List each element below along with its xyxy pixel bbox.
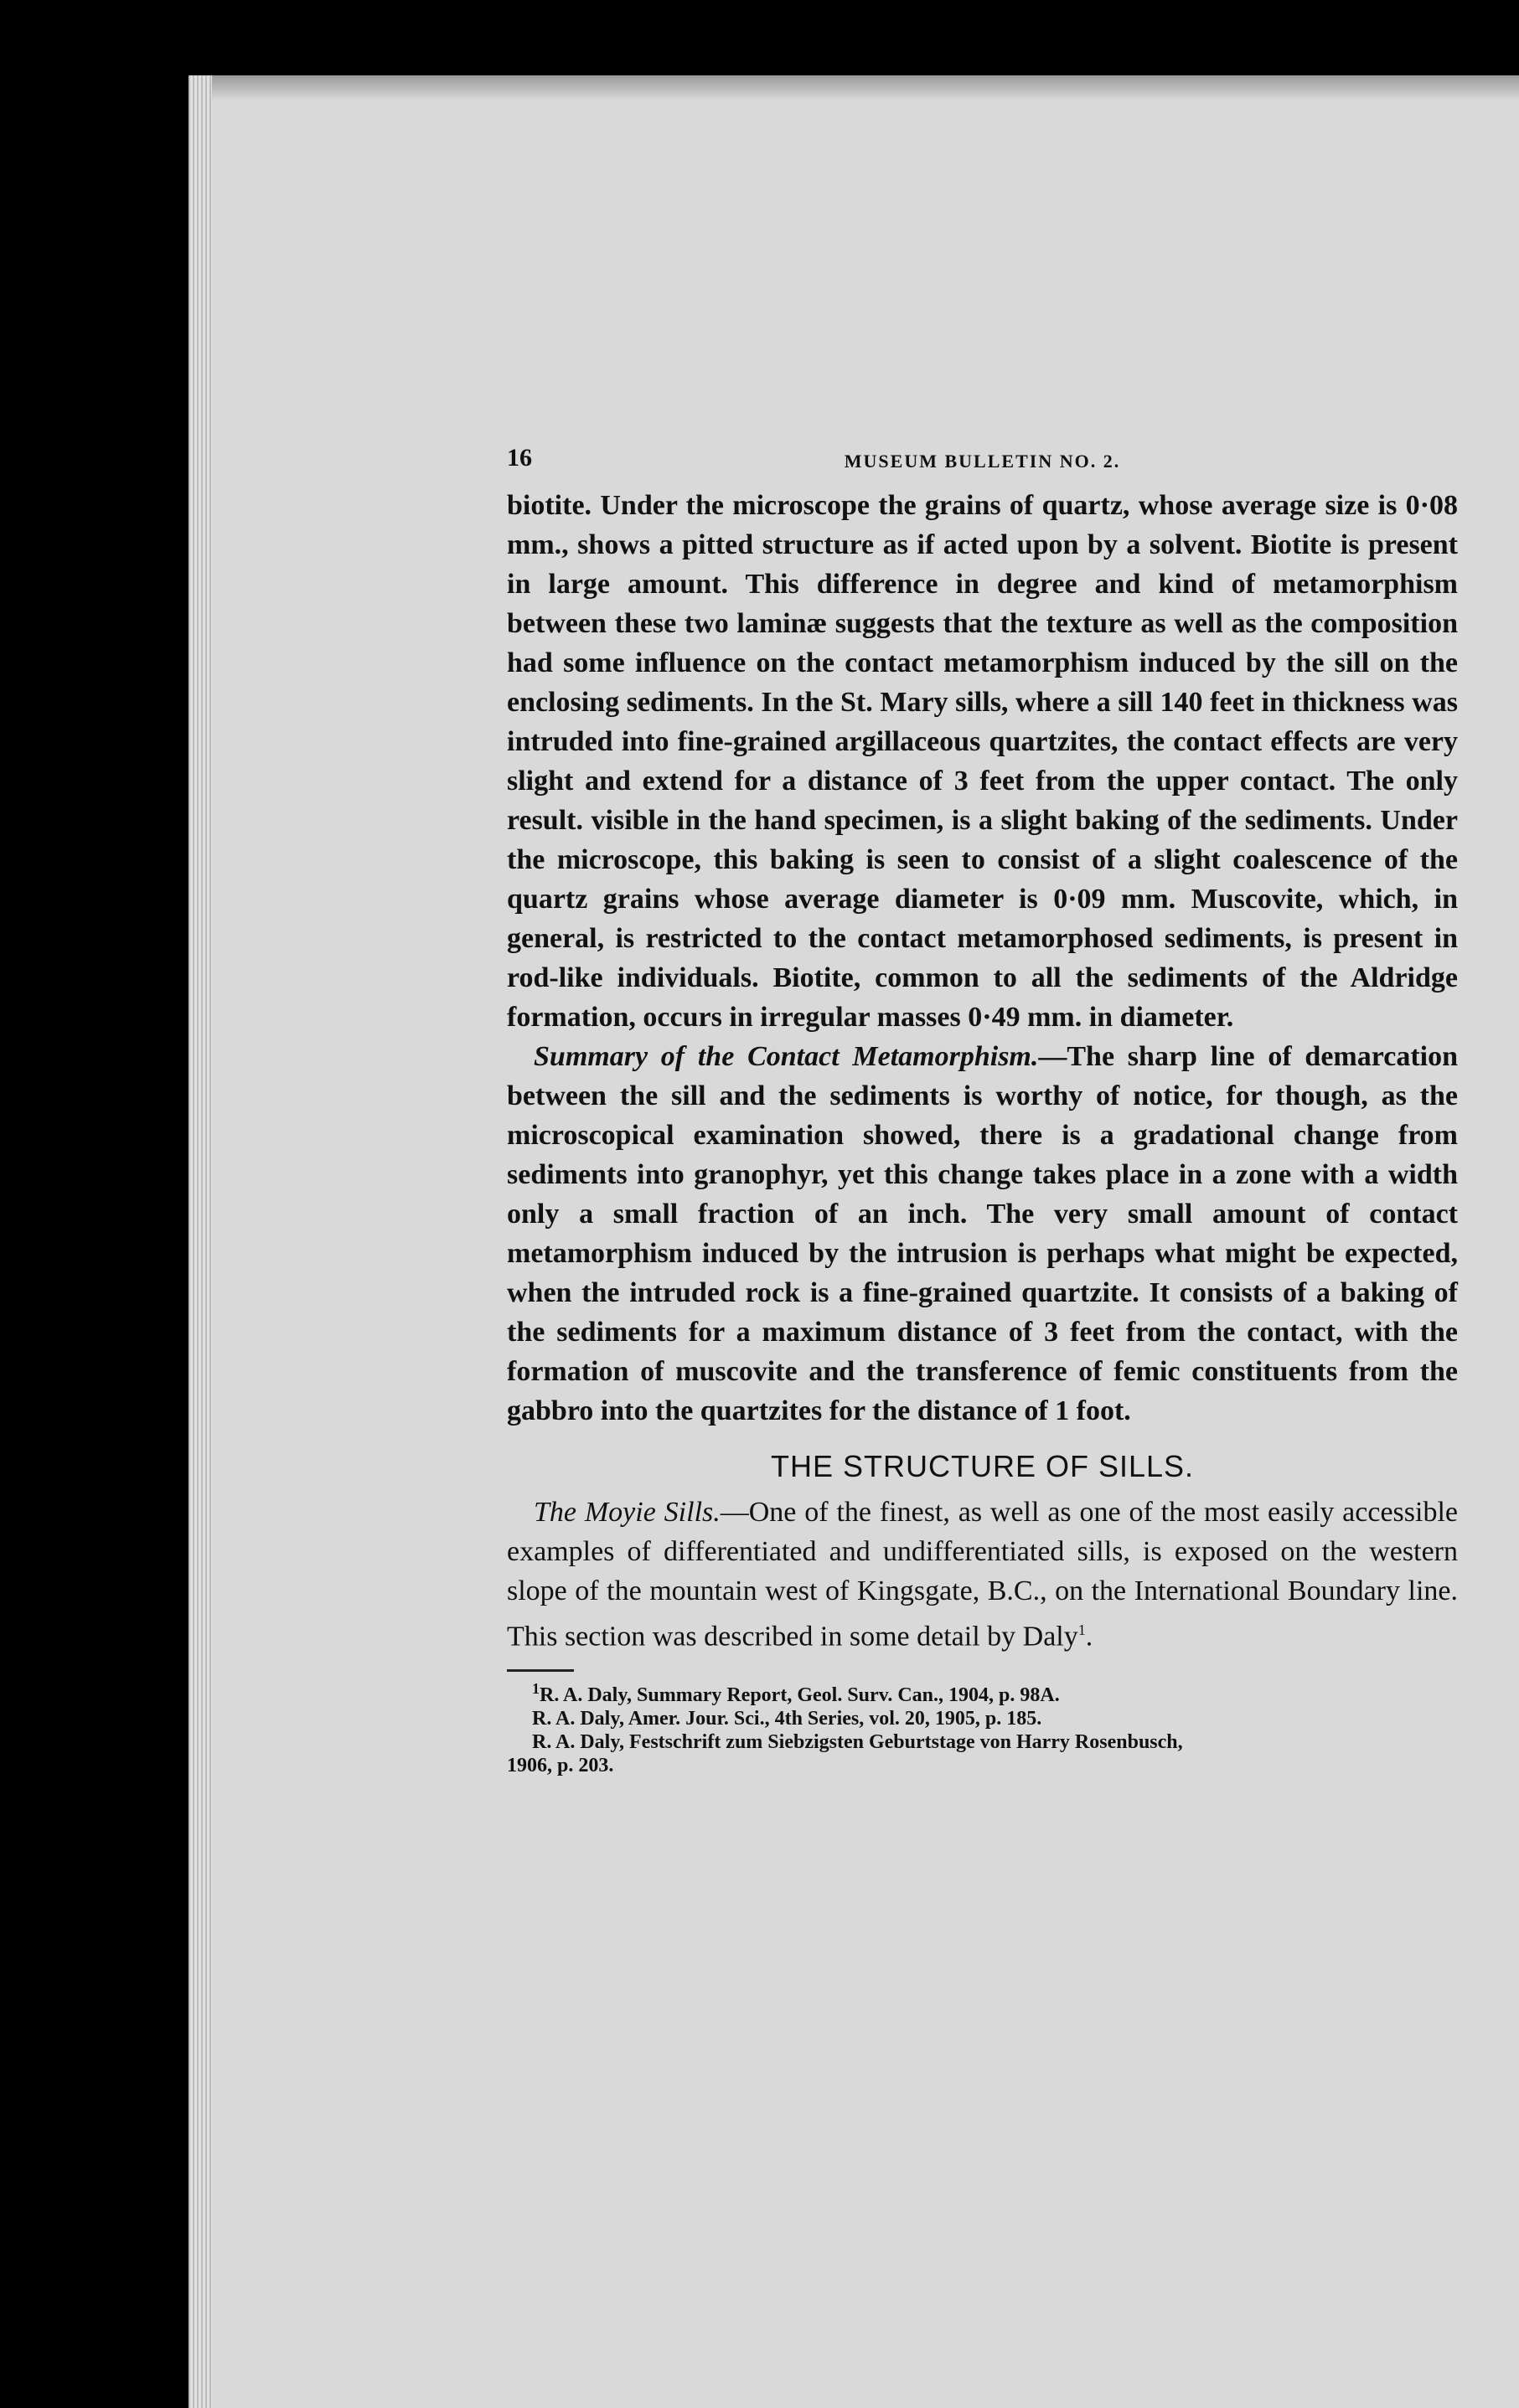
paragraph-3 xyxy=(507,1493,1458,1656)
paragraph-2-text: —The sharp line of demarcation between the sill and the sediments is worthy of notice, for though, as the microscopical examination showed, there is a gradational change from sediments into granophyr, yet this change takes place in a zone with a width only a small fraction of an inch. The very small amount of contact metamorphism induced by the intrusion is perhaps what might be expected, when the intruded rock is a fine-grained quartzite. It consists of a baking of the sediments for a maximum distance of 3 feet from the contact, with the formation of muscovite and the transference of femic constituents from the gabbro into the quartzites for the distance of 1 foot. xyxy=(507,1041,1458,1426)
page-number: 16 xyxy=(507,444,532,472)
footnote-1-mark: 1 xyxy=(532,1680,540,1698)
paragraph-2 xyxy=(507,1037,1458,1431)
page-content xyxy=(507,444,1458,1777)
page-stack-edge xyxy=(189,75,212,2408)
paragraph-1: biotite. Under the microscope the grains of quartz, whose average size is 0·08 mm., shows a pitted structure as if acted upon by a solvent. Biotite is present in large amount. This difference in degree and kind of metamorphism between these two laminæ suggests that the texture as well as the composition had some influence on the contact metamorphism induced by the sill on the enclosing sediments. In the St. Mary sills, where a sill 140 feet in thickness was intruded into fine-grained argillaceous quartzites, the contact effects are very slight and extend for a distance of 3 feet from the upper contact. The only result. visible in the hand specimen, is a slight baking of the sediments. Under the microscope, this baking is seen to consist of a slight coalescence of the quartz grains whose average diameter is 0·09 mm. Muscovite, which, in general, is restricted to the contact metamorphosed sediments, is present in rod-like individuals. Biotite, common to all the sediments of the Aldridge formation, occurs in irregular masses 0·49 mm. in diameter. xyxy=(507,490,1458,1033)
section-heading: THE STRUCTURE OF SILLS. xyxy=(770,1449,1195,1483)
paragraph-3-text: —One of the finest, as well as one of the most easily accessible examples of differentiated and undifferentiated sills, is exposed on the western slope of the mountain west of Kingsgate, B.C., on the International Boundary line. This section was described in some detail by Daly xyxy=(507,1497,1458,1653)
footnote-rule xyxy=(507,1669,574,1672)
page-top-shadow xyxy=(189,75,1519,101)
runin-heading-summary: Summary of the Contact Metamorphism. xyxy=(534,1041,1039,1072)
footnotes xyxy=(507,1677,1458,1777)
footnote-1 xyxy=(507,1677,1458,1707)
footnote-reference: 1 xyxy=(1077,1622,1086,1638)
book-page xyxy=(189,75,1519,2408)
footnote-3: R. A. Daly, Festschrift zum Siebzigsten Geburtstage von Harry Rosenbusch, xyxy=(532,1731,1183,1754)
running-head xyxy=(507,444,1458,482)
footnote-3-continuation: 1906, p. 203. xyxy=(507,1755,614,1777)
journal-title: MUSEUM BULLETIN NO. 2. xyxy=(844,451,1121,472)
footnote-2: R. A. Daly, Amer. Jour. Sci., 4th Series, vol. 20, 1905, p. 185. xyxy=(532,1708,1042,1730)
paragraph-3-end: . xyxy=(1085,1621,1093,1653)
runin-heading-moyie: The Moyie Sills. xyxy=(534,1497,721,1528)
footnote-1-text: R. A. Daly, Summary Report, Geol. Surv. Can., 1904, p. 98A. xyxy=(540,1684,1060,1707)
